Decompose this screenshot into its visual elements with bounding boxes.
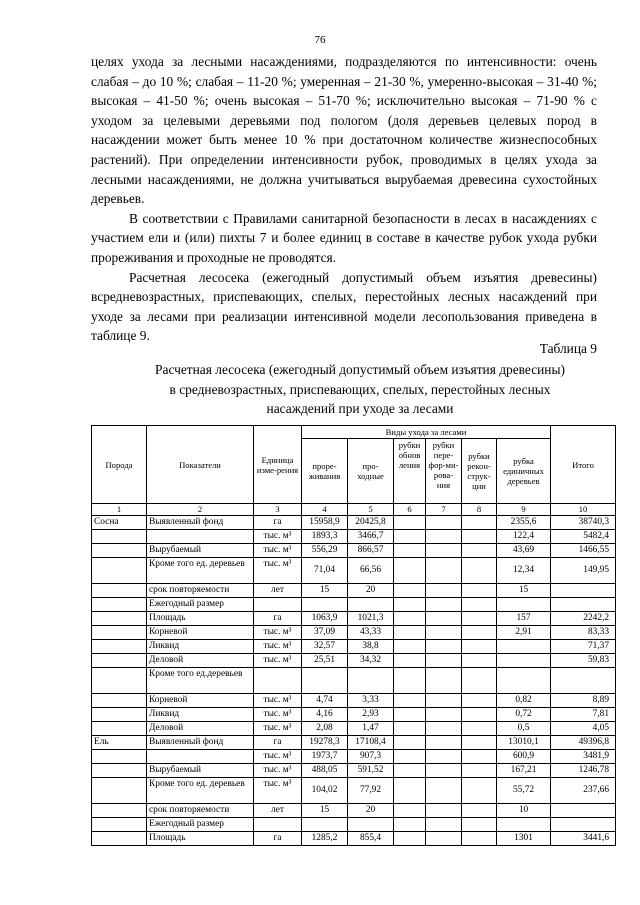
- paragraph: В соответствии с Правилами санитарной безопасности в лесах в насаждениях с участием ели и (или) пихты 7 и более единиц в составе в качестве рубок ухода рубки прореживания и проходные не проводятся.: [91, 210, 597, 265]
- cell-thinning: 15958,9: [302, 516, 348, 530]
- cell-thinning: 71,04: [302, 558, 348, 584]
- table-row: [92, 778, 616, 804]
- cell-passing: 907,3: [348, 750, 394, 764]
- cell-renewal: [394, 544, 426, 558]
- cell-species: [92, 708, 147, 722]
- cell-reformation: [426, 818, 462, 832]
- cell-indicator: Ликвид: [147, 640, 254, 654]
- cell-total: 7,81: [551, 708, 616, 722]
- cell-single-trees: 13010,1: [497, 736, 551, 750]
- cell-species: [92, 626, 147, 640]
- cell-thinning: 1063,9: [302, 612, 348, 626]
- cell-reformation: [426, 626, 462, 640]
- cell-species: [92, 544, 147, 558]
- cell-total: 5482,4: [551, 530, 616, 544]
- cell-unit: тыс. м³: [254, 778, 302, 804]
- table-row: [92, 764, 616, 778]
- cell-reconstruction: [462, 626, 497, 640]
- cell-single-trees: 10: [497, 804, 551, 818]
- cell-passing: 3466,7: [348, 530, 394, 544]
- header-single-trees: рубка единичных деревьев: [497, 439, 551, 504]
- cell-unit: тыс. м³: [254, 708, 302, 722]
- cell-reconstruction: [462, 516, 497, 530]
- cell-reformation: [426, 750, 462, 764]
- cell-unit: тыс. м³: [254, 750, 302, 764]
- cell-unit: га: [254, 832, 302, 846]
- cell-reconstruction: [462, 668, 497, 694]
- cell-renewal: [394, 708, 426, 722]
- table-row: [92, 668, 616, 694]
- cell-indicator: Ликвид: [147, 708, 254, 722]
- cell-unit: га: [254, 516, 302, 530]
- cell-reconstruction: [462, 804, 497, 818]
- table-row: [92, 558, 616, 584]
- cell-reconstruction: [462, 818, 497, 832]
- table-row: [92, 736, 616, 750]
- column-number: 7: [426, 504, 462, 516]
- cell-renewal: [394, 736, 426, 750]
- cell-reformation: [426, 558, 462, 584]
- cell-passing: 2,93: [348, 708, 394, 722]
- cell-reconstruction: [462, 832, 497, 846]
- cell-renewal: [394, 626, 426, 640]
- cell-reconstruction: [462, 778, 497, 804]
- forest-cut-table: [91, 425, 616, 846]
- cell-passing: 34,32: [348, 654, 394, 668]
- cell-passing: 20: [348, 804, 394, 818]
- cell-species: [92, 694, 147, 708]
- cell-passing: 855,4: [348, 832, 394, 846]
- cell-indicator: [147, 530, 254, 544]
- cell-total: [551, 668, 616, 694]
- header-care-types: Виды ухода за лесами: [302, 426, 551, 439]
- table-row: [92, 722, 616, 736]
- cell-reformation: [426, 736, 462, 750]
- column-number: 10: [551, 504, 616, 516]
- cell-reformation: [426, 516, 462, 530]
- cell-species: [92, 832, 147, 846]
- cell-passing: 866,57: [348, 544, 394, 558]
- cell-thinning: 556,29: [302, 544, 348, 558]
- body-text: [91, 52, 597, 346]
- cell-reformation: [426, 804, 462, 818]
- cell-reformation: [426, 694, 462, 708]
- cell-renewal: [394, 558, 426, 584]
- cell-reformation: [426, 668, 462, 694]
- cell-reformation: [426, 708, 462, 722]
- cell-unit: [254, 668, 302, 694]
- column-number: 2: [147, 504, 254, 516]
- cell-passing: 38,8: [348, 640, 394, 654]
- cell-renewal: [394, 750, 426, 764]
- caption-line: в средневозрастных, приспевающих, спелых, перестойных лесных: [169, 381, 551, 397]
- cell-thinning: [302, 818, 348, 832]
- cell-single-trees: 55,72: [497, 778, 551, 804]
- cell-reformation: [426, 530, 462, 544]
- cell-thinning: 488,05: [302, 764, 348, 778]
- cell-thinning: 4,16: [302, 708, 348, 722]
- cell-total: 237,66: [551, 778, 616, 804]
- cell-total: 3441,6: [551, 832, 616, 846]
- cell-thinning: [302, 668, 348, 694]
- cell-thinning: 15: [302, 804, 348, 818]
- cell-single-trees: [497, 654, 551, 668]
- cell-unit: тыс. м³: [254, 558, 302, 584]
- column-number: 1: [92, 504, 147, 516]
- cell-reformation: [426, 722, 462, 736]
- cell-unit: [254, 598, 302, 612]
- cell-total: 38740,3: [551, 516, 616, 530]
- cell-unit: [254, 818, 302, 832]
- cell-unit: тыс. м³: [254, 722, 302, 736]
- cell-reconstruction: [462, 530, 497, 544]
- cell-single-trees: 600,9: [497, 750, 551, 764]
- cell-renewal: [394, 722, 426, 736]
- cell-passing: 1,47: [348, 722, 394, 736]
- cell-single-trees: 0,72: [497, 708, 551, 722]
- cell-single-trees: [497, 818, 551, 832]
- column-number: 5: [348, 504, 394, 516]
- cell-renewal: [394, 584, 426, 598]
- cell-unit: лет: [254, 584, 302, 598]
- cell-species: [92, 750, 147, 764]
- cell-total: 49396,8: [551, 736, 616, 750]
- cell-single-trees: [497, 668, 551, 694]
- page-number: 76: [314, 34, 326, 46]
- cell-total: 1466,55: [551, 544, 616, 558]
- cell-indicator: Выявленный фонд: [147, 736, 254, 750]
- table-row: [92, 654, 616, 668]
- cell-indicator: срок повторяемости: [147, 804, 254, 818]
- cell-reformation: [426, 640, 462, 654]
- cell-species: [92, 612, 147, 626]
- column-number: 4: [302, 504, 348, 516]
- cell-renewal: [394, 832, 426, 846]
- header-renewal: рубки обнов ления: [394, 439, 426, 504]
- cell-species: Ель: [92, 736, 147, 750]
- cell-renewal: [394, 598, 426, 612]
- header-passing: про-ходные: [348, 439, 394, 504]
- cell-single-trees: 2,91: [497, 626, 551, 640]
- cell-reconstruction: [462, 598, 497, 612]
- caption-line: Расчетная лесосека (ежегодный допустимый объем изъятия древесины): [155, 362, 565, 377]
- cell-reconstruction: [462, 750, 497, 764]
- cell-single-trees: 122,4: [497, 530, 551, 544]
- cell-unit: тыс. м³: [254, 640, 302, 654]
- cell-indicator: Ежегодный размер: [147, 598, 254, 612]
- header-indicators: Показатели: [147, 426, 254, 504]
- cell-reformation: [426, 544, 462, 558]
- cell-thinning: 15: [302, 584, 348, 598]
- cell-reconstruction: [462, 584, 497, 598]
- cell-reformation: [426, 612, 462, 626]
- cell-indicator: Деловой: [147, 722, 254, 736]
- paragraph: Расчетная лесосека (ежегодный допустимый объем изъятия древесины) всредневозрастных, приспевающих, спелых, перестойных лесных насаждений при уходе за лесами при реализации интенсивной модели лесопользования приведена в таблице 9.: [91, 269, 597, 344]
- cell-species: [92, 584, 147, 598]
- cell-species: [92, 654, 147, 668]
- column-numbers-row: [92, 504, 616, 516]
- cell-renewal: [394, 668, 426, 694]
- cell-reconstruction: [462, 722, 497, 736]
- cell-thinning: 32,57: [302, 640, 348, 654]
- cell-total: 59,83: [551, 654, 616, 668]
- cell-species: [92, 558, 147, 584]
- cell-renewal: [394, 804, 426, 818]
- cell-unit: га: [254, 612, 302, 626]
- cell-reconstruction: [462, 764, 497, 778]
- cell-indicator: Кроме того ед.деревьев: [147, 668, 254, 694]
- table-row: [92, 516, 616, 530]
- cell-renewal: [394, 818, 426, 832]
- table-caption: [100, 360, 620, 419]
- cell-indicator: Корневой: [147, 694, 254, 708]
- header-unit: Единица изме-рения: [254, 426, 302, 504]
- table-row: [92, 530, 616, 544]
- table-row: [92, 626, 616, 640]
- cell-thinning: 25,51: [302, 654, 348, 668]
- table-row: [92, 544, 616, 558]
- cell-indicator: Ежегодный размер: [147, 818, 254, 832]
- cell-indicator: срок повторяемости: [147, 584, 254, 598]
- cell-species: [92, 640, 147, 654]
- cell-single-trees: [497, 598, 551, 612]
- cell-total: 83,33: [551, 626, 616, 640]
- cell-indicator: Выявленный фонд: [147, 516, 254, 530]
- cell-reconstruction: [462, 558, 497, 584]
- table-row: [92, 598, 616, 612]
- cell-reformation: [426, 584, 462, 598]
- cell-indicator: Кроме того ед. деревьев: [147, 778, 254, 804]
- cell-single-trees: 1301: [497, 832, 551, 846]
- table-row: [92, 694, 616, 708]
- cell-passing: [348, 598, 394, 612]
- cell-thinning: 1973,7: [302, 750, 348, 764]
- table-label: Таблица 9: [539, 341, 597, 356]
- table-row: [92, 612, 616, 626]
- cell-total: [551, 598, 616, 612]
- cell-unit: тыс. м³: [254, 694, 302, 708]
- cell-reconstruction: [462, 544, 497, 558]
- cell-total: [551, 804, 616, 818]
- cell-species: [92, 598, 147, 612]
- header-total: Итого: [551, 426, 616, 504]
- cell-single-trees: 12,34: [497, 558, 551, 584]
- cell-passing: 77,92: [348, 778, 394, 804]
- cell-single-trees: 0,82: [497, 694, 551, 708]
- cell-thinning: 37,09: [302, 626, 348, 640]
- cell-total: [551, 818, 616, 832]
- cell-reformation: [426, 832, 462, 846]
- cell-passing: 20: [348, 584, 394, 598]
- cell-passing: [348, 668, 394, 694]
- cell-passing: 66,56: [348, 558, 394, 584]
- cell-reformation: [426, 778, 462, 804]
- cell-passing: 43,33: [348, 626, 394, 640]
- column-number: 8: [462, 504, 497, 516]
- table-row: [92, 708, 616, 722]
- cell-passing: 3,33: [348, 694, 394, 708]
- cell-unit: лет: [254, 804, 302, 818]
- cell-reconstruction: [462, 708, 497, 722]
- cell-indicator: Площадь: [147, 612, 254, 626]
- cell-passing: 20425,8: [348, 516, 394, 530]
- paragraph: целях ухода за лесными насаждениями, подразделяются по интенсивности: очень слабая – до 10 %; слабая – 11-20 %; умеренная – 21-30 %, умеренно-высокая – 31-40 %; высокая – 41-50 %; очень высокая – 51-70 %; исключительно высокая – 71-90 % с уходом за целевыми деревьями под пологом (доля деревьев целевых пород в насаждении может быть менее 10 % при достаточном количестве жизнеспособных растений). При определении интенсивности рубок, проводимых в целях ухода за лесными насаждениями, не должна учитываться вырубаемая древесина сухостойных деревьев.: [91, 54, 597, 207]
- cell-renewal: [394, 694, 426, 708]
- cell-single-trees: [497, 640, 551, 654]
- cell-total: 71,37: [551, 640, 616, 654]
- cell-species: [92, 818, 147, 832]
- cell-renewal: [394, 764, 426, 778]
- cell-passing: [348, 818, 394, 832]
- table-row: [92, 640, 616, 654]
- cell-total: 149,95: [551, 558, 616, 584]
- cell-single-trees: 0,5: [497, 722, 551, 736]
- cell-single-trees: 157: [497, 612, 551, 626]
- cell-species: [92, 778, 147, 804]
- table-row: [92, 584, 616, 598]
- column-number: 6: [394, 504, 426, 516]
- cell-reformation: [426, 598, 462, 612]
- cell-indicator: Деловой: [147, 654, 254, 668]
- cell-indicator: Корневой: [147, 626, 254, 640]
- cell-reconstruction: [462, 694, 497, 708]
- cell-single-trees: 15: [497, 584, 551, 598]
- cell-single-trees: 2355,6: [497, 516, 551, 530]
- cell-indicator: Кроме того ед. деревьев: [147, 558, 254, 584]
- cell-total: 3481,9: [551, 750, 616, 764]
- cell-passing: 591,52: [348, 764, 394, 778]
- cell-indicator: Вырубаемый: [147, 544, 254, 558]
- cell-passing: 17108,4: [348, 736, 394, 750]
- header-reformation: рубки пере-фор-ми-рова-ния: [426, 439, 462, 504]
- cell-reformation: [426, 654, 462, 668]
- cell-thinning: 104,02: [302, 778, 348, 804]
- cell-indicator: Вырубаемый: [147, 764, 254, 778]
- table-row: [92, 750, 616, 764]
- cell-thinning: 2,08: [302, 722, 348, 736]
- cell-renewal: [394, 654, 426, 668]
- cell-unit: тыс. м³: [254, 764, 302, 778]
- cell-species: Сосна: [92, 516, 147, 530]
- cell-species: [92, 668, 147, 694]
- table-row: [92, 832, 616, 846]
- cell-species: [92, 722, 147, 736]
- cell-renewal: [394, 778, 426, 804]
- cell-species: [92, 804, 147, 818]
- header-species: Порода: [92, 426, 147, 504]
- table-row: [92, 804, 616, 818]
- cell-thinning: 1893,3: [302, 530, 348, 544]
- header-thinning: проре-живания: [302, 439, 348, 504]
- cell-renewal: [394, 640, 426, 654]
- cell-thinning: 1285,2: [302, 832, 348, 846]
- cell-reconstruction: [462, 612, 497, 626]
- cell-total: 4,05: [551, 722, 616, 736]
- cell-single-trees: 43,69: [497, 544, 551, 558]
- cell-total: [551, 584, 616, 598]
- cell-renewal: [394, 516, 426, 530]
- cell-indicator: [147, 750, 254, 764]
- cell-unit: га: [254, 736, 302, 750]
- column-number: 9: [497, 504, 551, 516]
- cell-reformation: [426, 764, 462, 778]
- cell-species: [92, 764, 147, 778]
- cell-indicator: Площадь: [147, 832, 254, 846]
- caption-line: насаждений при уходе за лесами: [266, 401, 454, 417]
- cell-thinning: [302, 598, 348, 612]
- cell-thinning: 19278,3: [302, 736, 348, 750]
- cell-unit: тыс. м³: [254, 654, 302, 668]
- cell-renewal: [394, 530, 426, 544]
- cell-reconstruction: [462, 654, 497, 668]
- cell-unit: тыс. м³: [254, 626, 302, 640]
- cell-total: 1246,78: [551, 764, 616, 778]
- header-reconstruction: рубки рекон-струк-ции: [462, 439, 497, 504]
- cell-unit: тыс. м³: [254, 530, 302, 544]
- cell-thinning: 4,74: [302, 694, 348, 708]
- cell-reconstruction: [462, 736, 497, 750]
- cell-reconstruction: [462, 640, 497, 654]
- cell-species: [92, 530, 147, 544]
- cell-renewal: [394, 612, 426, 626]
- table-row: [92, 818, 616, 832]
- cell-unit: тыс. м³: [254, 544, 302, 558]
- cell-passing: 1021,3: [348, 612, 394, 626]
- cell-total: 2242,2: [551, 612, 616, 626]
- column-number: 3: [254, 504, 302, 516]
- cell-single-trees: 167,21: [497, 764, 551, 778]
- cell-total: 8,89: [551, 694, 616, 708]
